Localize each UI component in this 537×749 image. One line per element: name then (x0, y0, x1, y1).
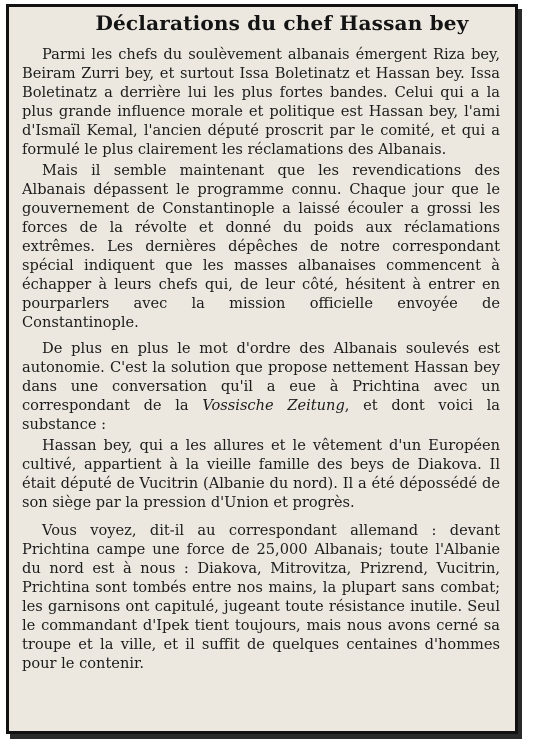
paragraph-quote: Vous voyez, dit-il au correspondant allemand : devant Prichtina campe une force de 25,000 Albanais; toute l'Albanie du nord est à nous : Diakova, Mitrovitza, Prizrend, Vucitrin, Prichtina sont tombés entre nos mains, la plupart sans combat; les garnisons ont capitulé, jugeant toute résistance inutile. Seul le commandant d'Ipek tient toujours, mais nous avons cerné sa troupe et la ville, et il suffit de quelques centaines d'hommes pour le contenir. (22, 522, 500, 672)
paragraph-hassan-bey: Hassan bey, qui a les allures et le vêtement d'un Européen cultivé, appartient à la vieille famille des beys de Diakova. Il était député de Vucitrin (Albanie du nord). Il a été dépossédé de son siège par la pression d'Union et progrès. (22, 437, 500, 511)
paragraph-leaders: Parmi les chefs du soulèvement albanais émergent Riza bey, Beiram Zurri bey, et surtout Issa Boletinatz et Hassan bey. Issa Boletinatz a derrière lui les plus fortes bandes. Celui qui a la plus grande influence morale et politique est Hassan bey, l'ami d'Ismaïl Kemal, l'ancien député proscrit par le comité, et qui a formulé le plus clairement les réclamations des Albanais. (22, 46, 500, 158)
paragraph-autonomie-text: De plus en plus le mot d'ordre des Albanais soulevés est autonomie. C'est la solution que propose nettement Hassan bey dans une conversation qu'il a eue à Prichtina avec un correspondant de la (22, 340, 500, 414)
article-title: Déclarations du chef Hassan bey (95, 11, 469, 35)
paragraph-autonomie-tail: , et dont voici la substance : (22, 397, 501, 433)
newspaper-clipping (6, 4, 518, 734)
article-body (22, 45, 500, 675)
newspaper-name: Vossische Zeitung (202, 397, 345, 414)
paragraph-autonomie (22, 339, 500, 434)
paragraph-revendications: Mais il semble maintenant que les revendications des Albanais dépassent le programme connu. Chaque jour que le gouvernement de Constantinople a laissé écouler a grossi les forces de la révolte et donné du poids aux réclamations extrêmes. Les dernières dépêches de notre correspondant spécial indiquent que les masses albanaises commencent à échapper à leurs chefs qui, de leur côté, hésitent à entrer en pourparlers avec la mission officielle envoyée de Constantinople. (22, 162, 500, 331)
